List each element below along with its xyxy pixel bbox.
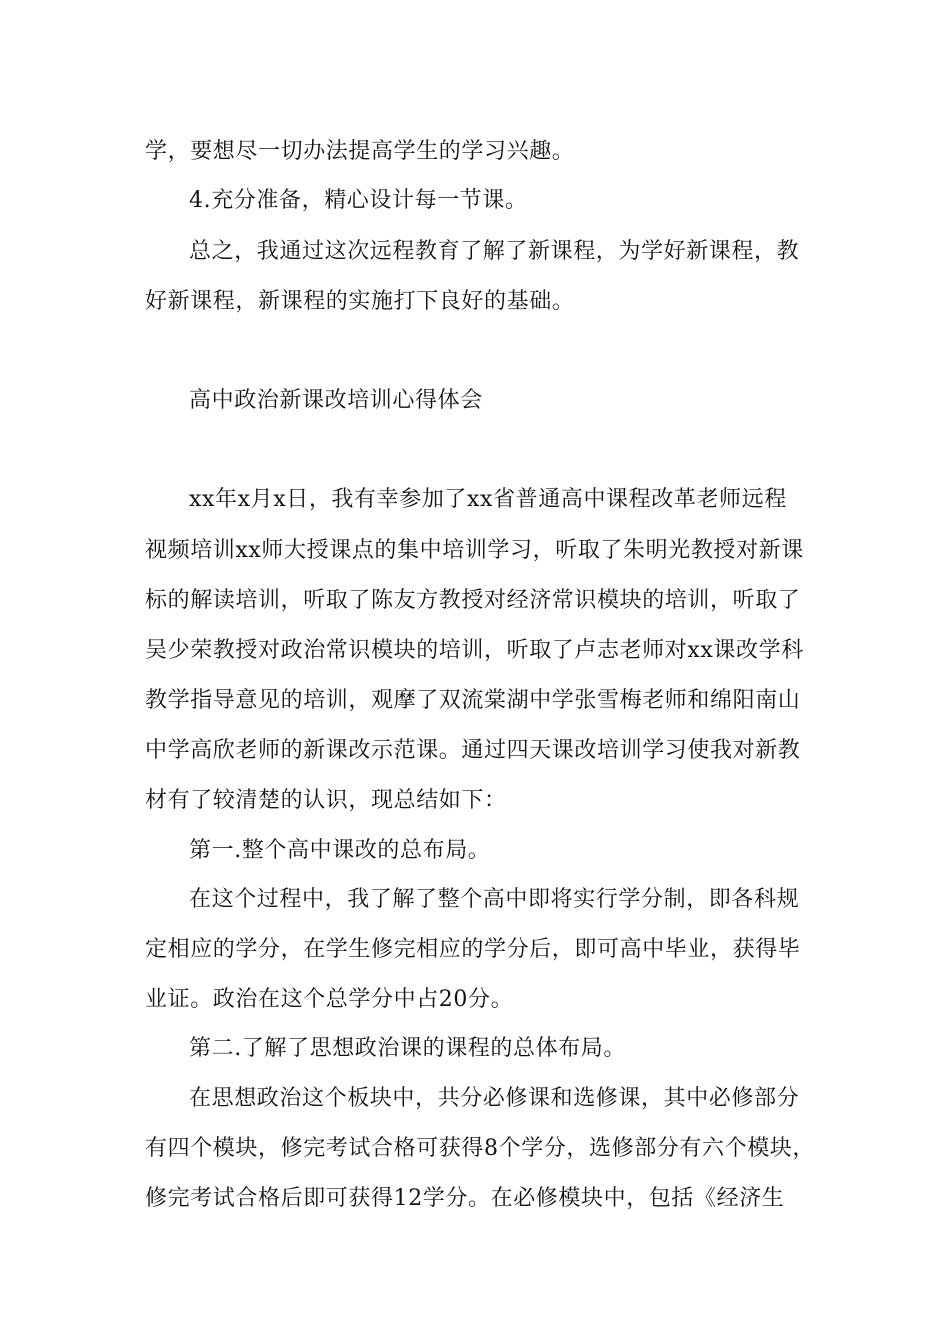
paragraph-line: 有四个模块，修完考试合格可获得8个学分，选修部分有六个模块，: [145, 1136, 815, 1161]
paragraph-line: 在这个过程中，我了解了整个高中即将实行学分制，即各科规: [189, 887, 800, 912]
intro-line: 吴少荣教授对政治常识模块的培训，听取了卢志老师对xx课改学科: [145, 638, 804, 663]
intro-line: 视频培训xx师大授课点的集中培训学习，听取了朱明光教授对新课: [145, 538, 804, 563]
intro-line: 教学指导意见的培训，观摩了双流棠湖中学张雪梅老师和绵阳南山: [145, 688, 801, 713]
paragraph-line: 在思想政治这个板块中，共分必修课和选修课，其中必修部分: [189, 1086, 800, 1111]
summary-line: 总之，我通过这次远程教育了解了新课程，为学好新课程，教: [189, 239, 800, 264]
list-item-4: 4.充分准备，精心设计每一节课。: [189, 188, 528, 213]
paragraph-line: 学，要想尽一切办法提高学生的学习兴趣。: [145, 139, 575, 164]
intro-line: xx年x月x日，我有幸参加了xx省普通高中课程改革老师远程: [189, 487, 787, 512]
paragraph-line: 业证。政治在这个总学分中占20分。: [145, 987, 514, 1012]
heading-first: 第一.整个高中课改的总布局。: [189, 838, 491, 863]
paragraph-line: 定相应的学分，在学生修完相应的学分后，即可高中毕业，获得毕: [145, 937, 801, 962]
intro-line: 中学高欣老师的新课改示范课。通过四天课改培训学习使我对新教: [145, 738, 801, 763]
intro-line: 标的解读培训，听取了陈友方教授对经济常识模块的培训，听取了: [145, 588, 801, 613]
paragraph-line: 修完考试合格后即可获得12学分。在必修模块中，包括《经济生: [145, 1186, 785, 1211]
section-title: 高中政治新课改培训心得体会: [189, 388, 483, 413]
summary-line: 好新课程，新课程的实施打下良好的基础。: [145, 289, 575, 314]
heading-second: 第二.了解了思想政治课的课程的总体布局。: [189, 1036, 626, 1061]
intro-line: 材有了较清楚的认识，现总结如下：: [145, 788, 507, 813]
